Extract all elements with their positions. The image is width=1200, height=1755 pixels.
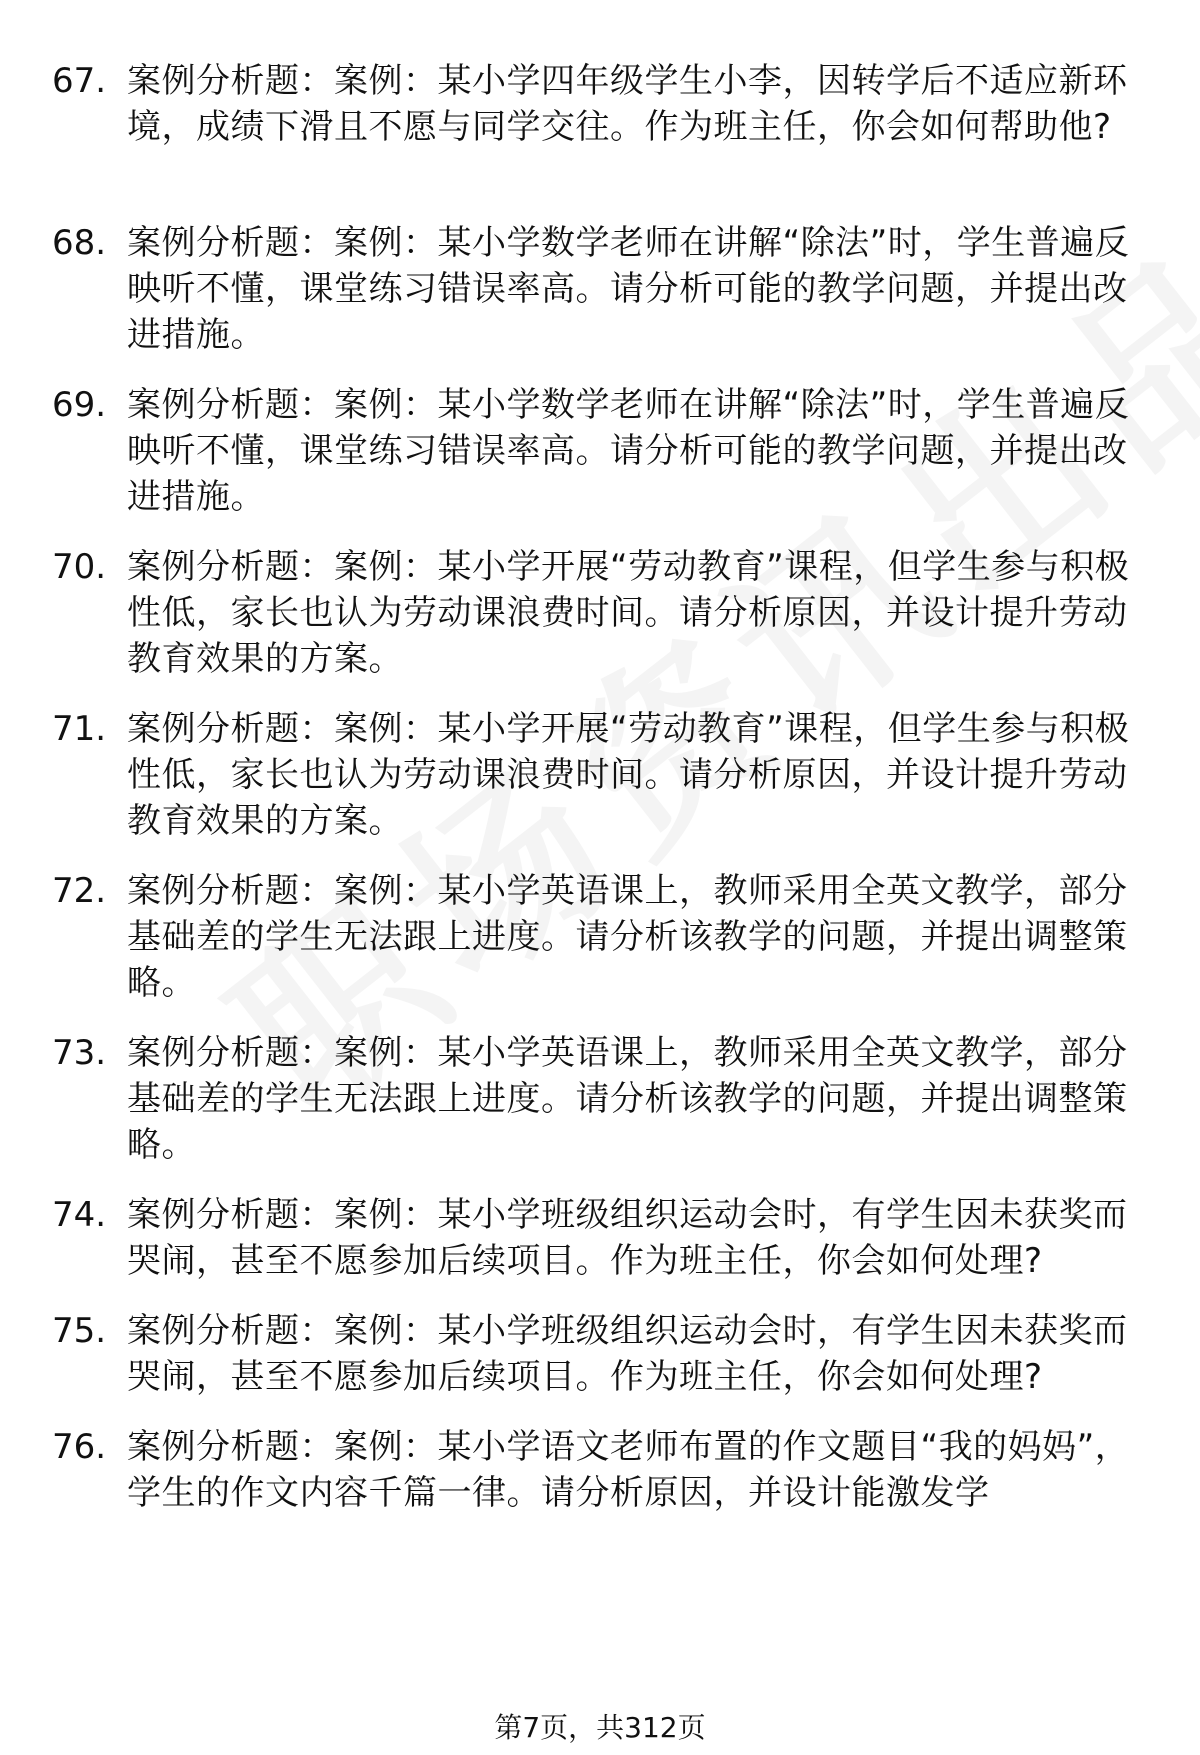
question-text: 案例分析题：案例：某小学四年级学生小李，因转学后不适应新环境，成绩下滑且不愿与同学交往。作为班主任，你会如何帮助他? [127, 61, 1128, 147]
question-text: 案例分析题：案例：某小学英语课上，教师采用全英文教学，部分基础差的学生无法跟上进度。请分析该教学的问题，并提出调整策略。 [127, 871, 1128, 1003]
question-item [52, 1424, 1148, 1516]
question-number: 72. [52, 871, 107, 911]
question-item [52, 220, 1148, 358]
question-text: 案例分析题：案例：某小学数学老师在讲解“除法”时，学生普遍反映听不懂，课堂练习错误率高。请分析可能的教学问题，并提出改进措施。 [127, 385, 1130, 517]
question-text: 案例分析题：案例：某小学开展“劳动教育”课程，但学生参与积极性低，家长也认为劳动课浪费时间。请分析原因，并设计提升劳动教育效果的方案。 [127, 547, 1130, 679]
question-number: 71. [52, 709, 107, 749]
question-item [52, 1308, 1148, 1400]
question-text: 案例分析题：案例：某小学数学老师在讲解“除法”时，学生普遍反映听不懂，课堂练习错误率高。请分析可能的教学问题，并提出改进措施。 [127, 223, 1130, 355]
question-item [52, 382, 1148, 520]
question-number: 74. [52, 1195, 107, 1235]
question-number: 75. [52, 1311, 107, 1351]
question-item [52, 706, 1148, 844]
question-number: 76. [52, 1427, 107, 1467]
question-item [52, 58, 1148, 150]
question-text: 案例分析题：案例：某小学语文老师布置的作文题目“我的妈妈”，学生的作文内容千篇一律。请分析原因，并设计能激发学 [127, 1427, 1130, 1513]
question-item [52, 1192, 1148, 1284]
question-text: 案例分析题：案例：某小学开展“劳动教育”课程，但学生参与积极性低，家长也认为劳动课浪费时间。请分析原因，并设计提升劳动教育效果的方案。 [127, 709, 1130, 841]
question-number: 67. [52, 61, 107, 101]
question-text: 案例分析题：案例：某小学班级组织运动会时，有学生因未获奖而哭闹，甚至不愿参加后续项目。作为班主任，你会如何处理? [127, 1195, 1128, 1281]
question-number: 73. [52, 1033, 107, 1073]
question-number: 69. [52, 385, 107, 425]
question-item [52, 868, 1148, 1006]
page-footer: 第7页，共312页 [494, 1711, 706, 1744]
question-text: 案例分析题：案例：某小学班级组织运动会时，有学生因未获奖而哭闹，甚至不愿参加后续项目。作为班主任，你会如何处理? [127, 1311, 1128, 1397]
question-number: 68. [52, 223, 107, 263]
question-item [52, 1030, 1148, 1168]
question-number: 70. [52, 547, 107, 587]
question-text: 案例分析题：案例：某小学英语课上，教师采用全英文教学，部分基础差的学生无法跟上进度。请分析该教学的问题，并提出调整策略。 [127, 1033, 1128, 1165]
question-item [52, 544, 1148, 682]
